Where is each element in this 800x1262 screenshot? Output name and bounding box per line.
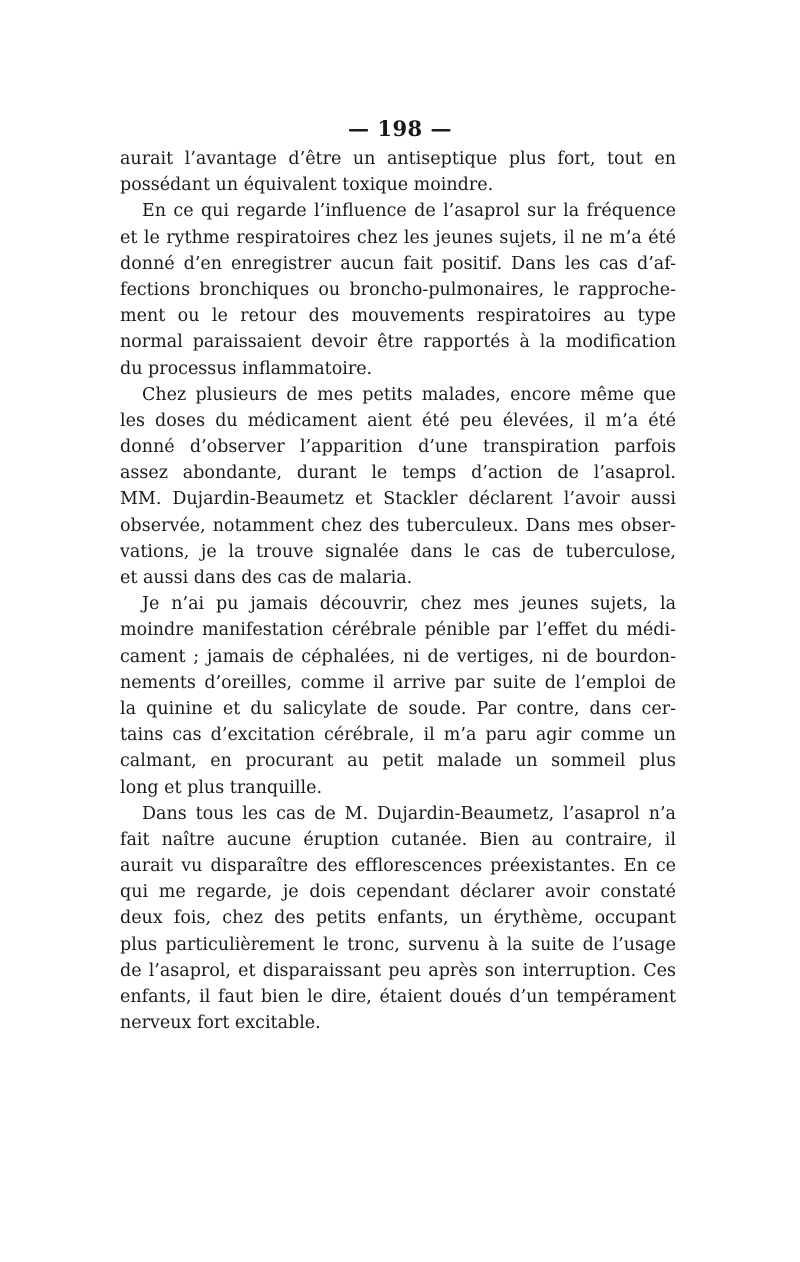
text-line: enfants, il faut bien le dire, étaient doués d’un tempérament <box>120 987 676 1007</box>
text-line: possédant un équivalent toxique moindre. <box>120 175 494 196</box>
text-line: normal paraissaient devoir être rapportés à la modification <box>120 332 676 353</box>
text-line: MM. Dujardin-Beaumetz et Stackler déclarent l’avoir aussi <box>120 489 676 510</box>
text-line: aurait l’avantage d’être un antiseptique plus fort, tout en <box>120 149 676 169</box>
text-line: Dans tous les cas de M. Dujardin-Beaumetz, l’asaprol n’a <box>142 803 676 824</box>
text-line: ment ou le retour des mouvements respiratoires au type <box>120 306 676 327</box>
text-line: du processus inflammatoire. <box>120 358 373 379</box>
text-line: et aussi dans des cas de malaria. <box>120 568 413 588</box>
text-line: donné d’en enregistrer aucun fait positif. Dans les cas d’af- <box>120 253 676 274</box>
text-line: long et plus tranquille. <box>120 777 323 798</box>
text-line: moindre manifestation cérébrale pénible par l’effet du médi- <box>120 620 676 641</box>
text-line: cament ; jamais de céphalées, ni de vertiges, ni de bourdon- <box>120 646 676 667</box>
text-line: aurait vu disparaître des efflorescences préexistantes. En ce <box>120 856 676 877</box>
text-line: fections bronchiques ou broncho-pulmonaires, le rapproche- <box>120 279 676 300</box>
text-line: donné d’observer l’apparition d’une transpiration parfois <box>120 437 676 458</box>
text-line: Chez plusieurs de mes petits malades, encore même que <box>142 384 676 405</box>
body-text <box>120 146 676 1036</box>
text-line: observée, notamment chez des tuberculeux. Dans mes obser- <box>120 515 676 536</box>
text-line: Je n’ai pu jamais découvrir, chez mes jeunes sujets, la <box>142 594 676 615</box>
page-number: — 198 — <box>348 116 452 141</box>
text-line: la quinine et du salicylate de soude. Par contre, dans cer- <box>120 698 676 719</box>
text-line: plus particulièrement le tronc, survenu à la suite de l’usage <box>120 934 676 955</box>
text-line: assez abondante, durant le temps d’action de l’asaprol. <box>120 463 676 484</box>
text-line: nements d’oreilles, comme il arrive par suite de l’emploi de <box>120 672 676 693</box>
text-line: et le rythme respiratoires chez les jeunes sujets, il ne m’a été <box>120 227 676 248</box>
text-line: nerveux fort excitable. <box>120 1013 321 1034</box>
text-line: En ce qui regarde l’influence de l’asaprol sur la fréquence <box>142 201 676 222</box>
text-line: fait naître aucune éruption cutanée. Bien au contraire, il <box>120 829 676 850</box>
text-line: qui me regarde, je dois cependant déclarer avoir constaté <box>120 882 676 903</box>
text-line: les doses du médicament aient été peu élevées, il m’a été <box>120 410 676 431</box>
text-line: vations, je la trouve signalée dans le cas de tuberculose, <box>120 541 676 562</box>
text-line: deux fois, chez des petits enfants, un érythème, occupant <box>120 908 676 929</box>
text-line: calmant, en procurant au petit malade un sommeil plus <box>120 751 676 772</box>
text-line: tains cas d’excitation cérébrale, il m’a paru agir comme un <box>120 725 676 746</box>
text-line: de l’asaprol, et disparaissant peu après son interruption. Ces <box>120 960 676 981</box>
